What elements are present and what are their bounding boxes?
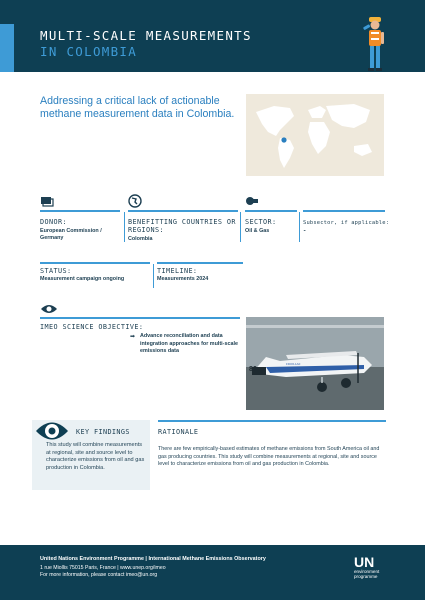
tail-number: 86 [249,366,257,373]
header-banner [0,0,425,72]
timeline-rule [157,262,243,264]
subsector-rule [303,210,385,212]
oil-gas-icon [245,194,259,208]
world-map [246,94,384,176]
intro-statement: Addressing a critical lack of actionable methane measurement data in Colombia. [40,95,235,120]
colombia-marker [281,137,286,142]
donor-label: DONOR: [40,218,67,226]
title-line-2: IN COLOMBIA [40,44,138,59]
divider [153,264,154,288]
arrow-right-icon: ➡ [130,334,136,340]
donor-rule [40,210,120,212]
timeline-label: TIMELINE: [157,267,198,275]
eye-icon [40,302,58,316]
rationale-rule [158,420,386,422]
objective-text: Advance reconciliation and data integration approaches for multi-scale emissions data [140,333,238,354]
divider [240,212,241,242]
subsector-label: Subsector, if applicable: [303,220,390,226]
header-accent-bar [0,24,14,72]
worker-illustration [360,16,390,72]
countries-label: BENEFITTING COUNTRIES OR REGIONS: [128,218,236,234]
status-rule [40,262,150,264]
donor-icon [40,194,54,208]
objective-rule [40,317,240,319]
title-line-1: MULTI-SCALE MEASUREMENTS [40,28,252,43]
sector-rule [245,210,297,212]
registration-mark: FDO6-1AF [286,362,301,366]
rationale-text: There are few empirically-based estimates of methane emissions from South America oil and gas producing countries. This study will combine measurements at regional, site and source level to characterize emissions from oil and gas production in Colombia. [158,446,380,468]
countries-value: Colombia [128,236,153,242]
divider [299,212,300,242]
aircraft-photo [246,317,384,410]
donor-value: European Commission / Germany [40,228,102,241]
key-findings-title: KEY FINDINGS [76,428,130,436]
subsector-value: - [303,228,307,234]
footer-organization: United Nations Environment Programme | International Methane Emissions Observatory [40,556,266,562]
status-label: STATUS: [40,267,72,275]
un-logo-subtext: environment programme [354,569,380,579]
sector-label: SECTOR: [245,218,277,226]
un-environment-logo [354,555,388,579]
footer [0,545,425,600]
footer-address: 1 rue Miollis 75015 Paris, France | www.unep.org/imeo [40,565,166,571]
footer-contact: For more information, please contact imeo@un.org [40,572,158,578]
objective-label: IMEO SCIENCE OBJECTIVE: [40,323,144,331]
rationale-title: RATIONALE [158,428,199,436]
countries-rule [128,210,238,212]
timeline-value: Measurements 2024 [157,276,209,282]
globe-icon [128,194,142,208]
un-logo-text: UN [354,554,375,570]
key-findings-text: This study will combine measurements at regional, site and source level to characterize emissions from oil and gas production in Colombia. [46,442,145,471]
status-value: Measurement campaign ongoing [40,276,125,282]
sector-value: Oil & Gas [245,228,270,234]
divider [124,212,125,242]
